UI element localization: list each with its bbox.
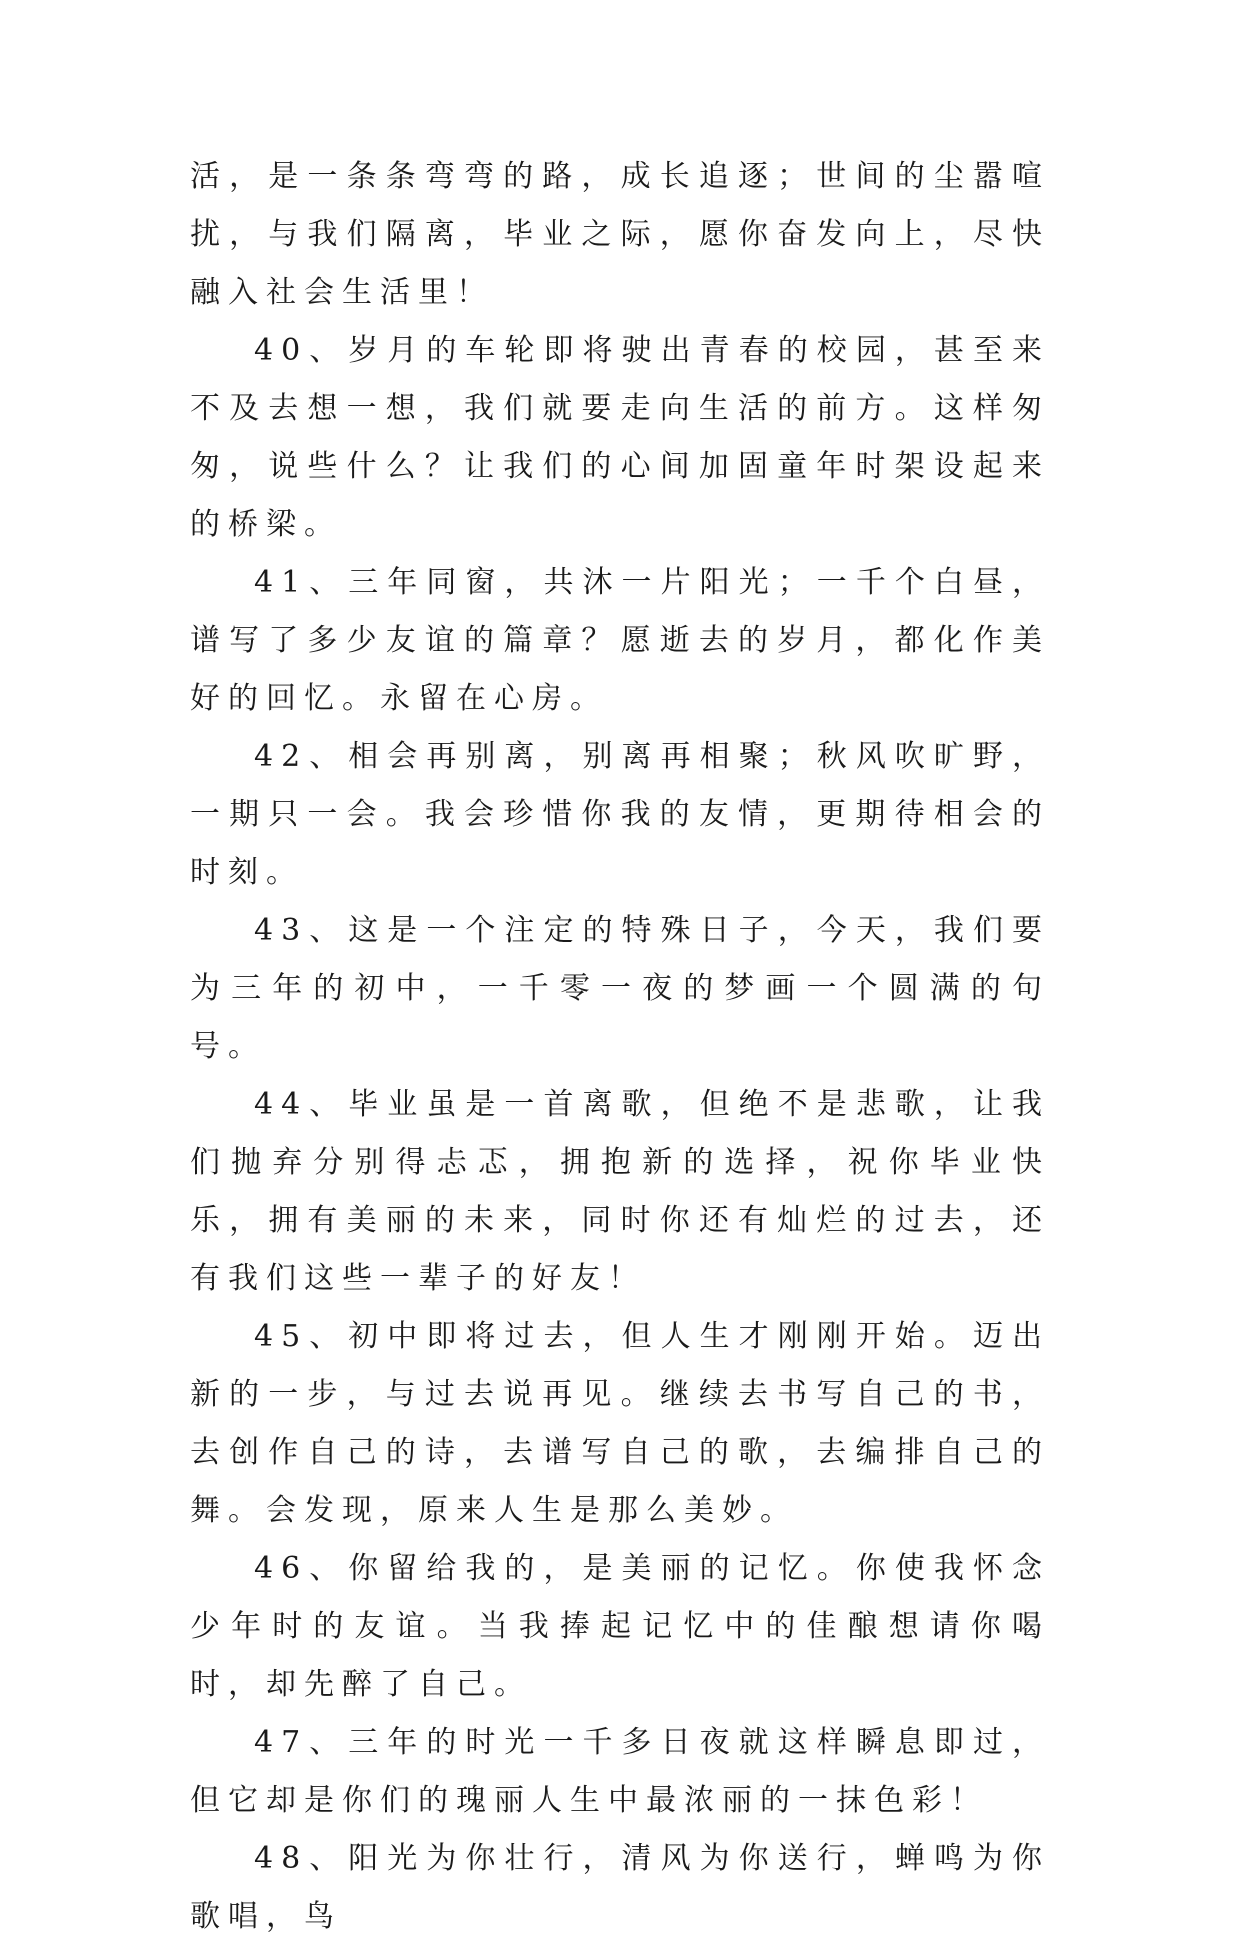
paragraph-42: 42、相会再别离，别离再相聚；秋风吹旷野，一期只一会。我会珍惜你我的友情，更期待相会的时刻。 — [190, 739, 1050, 890]
paragraph-44: 44、毕业虽是一首离歌，但绝不是悲歌，让我们抛弃分别得忐忑，拥抱新的选择，祝你毕业快乐，拥有美丽的未来，同时你还有灿烂的过去，还有我们这些一辈子的好友！ — [190, 1087, 1050, 1296]
paragraph-41: 41、三年同窗，共沐一片阳光；一千个白昼，谱写了多少友谊的篇章？愿逝去的岁月，都化作美好的回忆。永留在心房。 — [190, 565, 1050, 716]
paragraph-40: 40、岁月的车轮即将驶出青春的校园，甚至来不及去想一想，我们就要走向生活的前方。这样匆匆，说些什么？让我们的心间加固童年时架设起来的桥梁。 — [190, 333, 1050, 542]
document-body — [190, 148, 1050, 1946]
paragraph-47: 47、三年的时光一千多日夜就这样瞬息即过，但它却是你们的瑰丽人生中最浓丽的一抹色彩！ — [190, 1725, 1050, 1818]
paragraph-continued: 活，是一条条弯弯的路，成长追逐；世间的尘嚣喧扰，与我们隔离，毕业之际，愿你奋发向上，尽快融入社会生活里！ — [190, 159, 1050, 310]
paragraph-46: 46、你留给我的，是美丽的记忆。你使我怀念少年时的友谊。当我捧起记忆中的佳酿想请你喝时，却先醉了自己。 — [190, 1551, 1050, 1702]
paragraph-43: 43、这是一个注定的特殊日子，今天，我们要为三年的初中，一千零一夜的梦画一个圆满的句号。 — [190, 913, 1050, 1064]
paragraph-45: 45、初中即将过去，但人生才刚刚开始。迈出新的一步，与过去说再见。继续去书写自己的书，去创作自己的诗，去谱写自己的歌，去编排自己的舞。会发现，原来人生是那么美妙。 — [190, 1319, 1050, 1528]
paragraph-48: 48、阳光为你壮行，清风为你送行，蝉鸣为你歌唱，鸟 — [190, 1841, 1050, 1934]
